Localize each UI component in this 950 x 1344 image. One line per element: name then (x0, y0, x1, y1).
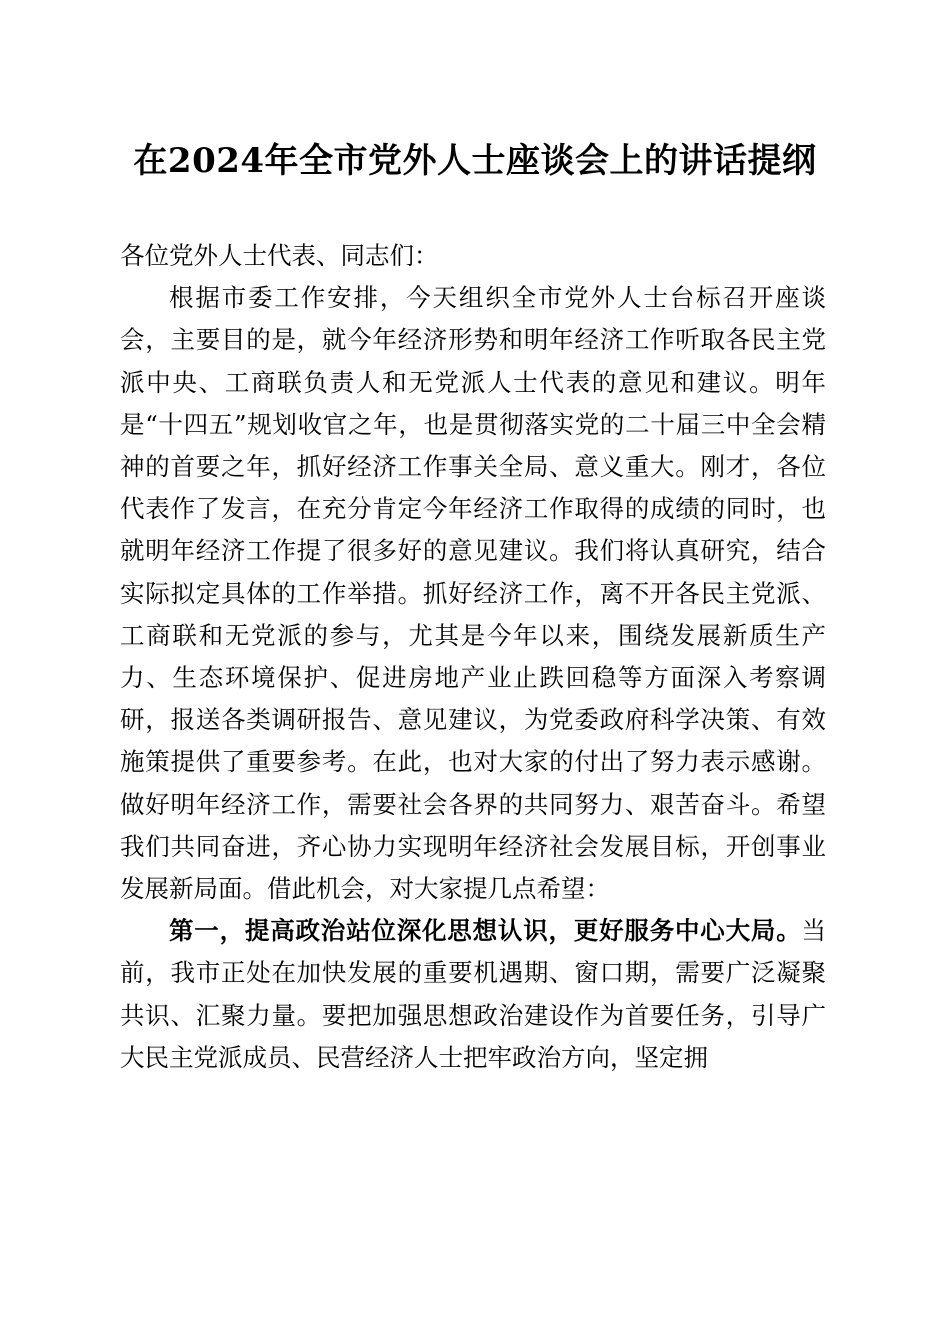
document-title: 在2024年全市党外人士座谈会上的讲话提纲 (133, 141, 817, 181)
paragraph-first-point (120, 910, 826, 1079)
paragraph-heading: 第一，提高政治站位深化思想认识，更好服务中心大局。 (169, 916, 802, 946)
salutation: 各位党外人士代表、同志们： (120, 241, 439, 270)
paragraph-intro: 根据市委工作安排，今天组织全市党外人士台标召开座谈会，主要目的是，就今年经济形势和明年经济工作听取各民主党派中央、工商联负责人和无党派人士代表的意见和建议。明年是“十四五”规划收官之年，也是贯彻落实党的二十届三中全会精神的首要之年，抓好经济工作事关全局、意义重大。刚才，各位代表作了发言，在充分肯定今年经济工作取得的成绩的同时，也就明年经济工作提了很多好的意见建议。我们将认真研究，结合实际拟定具体的工作举措。抓好经济工作，离不开各民主党派、工商联和无党派的参与，尤其是今年以来，围绕发展新质生产力、生态环境保护、促进房地产业止跌回稳等方面深入考察调研，报送各类调研报告、意见建议，为党委政府科学决策、有效施策提供了重要参考。在此，也对大家的付出了努力表示感谢。做好明年经济工作，需要社会各界的共同努力、艰苦奋斗。希望我们共同奋进，齐心协力实现明年经济社会发展目标，开创事业发展新局面。借此机会，对大家提几点希望： (120, 283, 826, 904)
paragraph-body: 当前，我市正处在加快发展的重要机遇期、窗口期，需要广泛凝聚共识、汇聚力量。要把加强思想政治建设作为首要任务，引导广大民主党派成员、民营经济人士把牢政治方向，坚定拥 (120, 916, 826, 1072)
document-body (120, 235, 826, 1079)
